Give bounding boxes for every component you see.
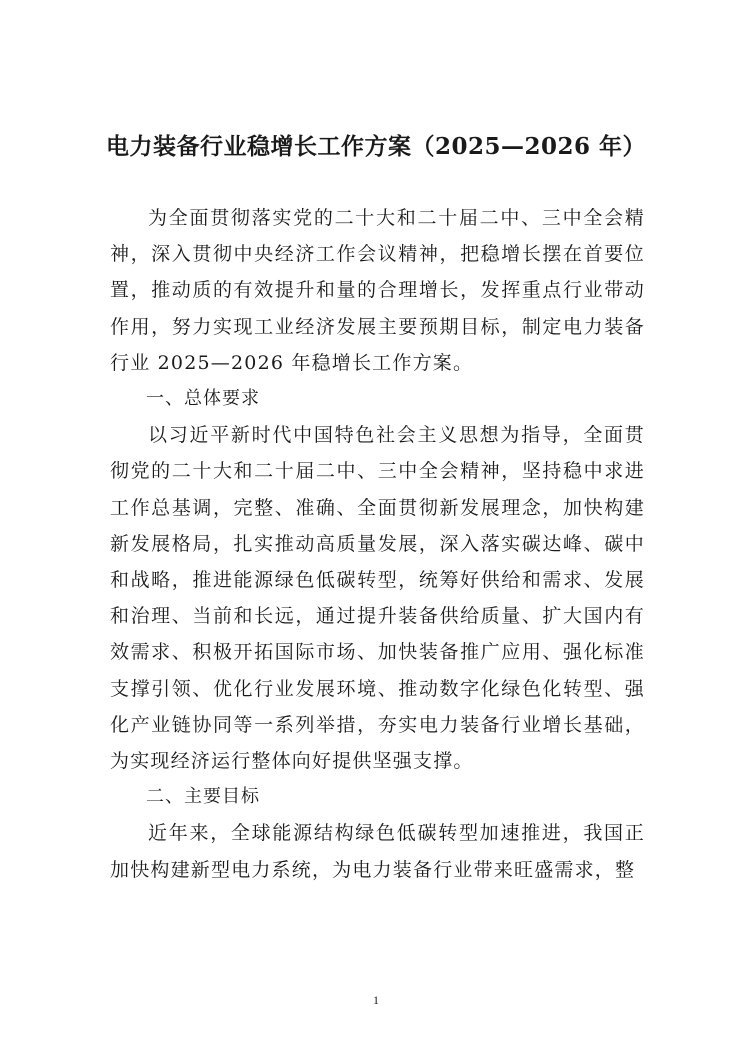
document-body xyxy=(110,200,645,888)
section-heading-overall-requirements: 一、总体要求 xyxy=(146,388,260,410)
intro-paragraph: 为全面贯彻落实党的二十大和二十届二中、三中全会精神，深入贯彻中央经济工作会议精神，把稳增长摆在首要位置，推动质的有效提升和量的合理增长，发挥重点行业带动作用，努力实现工业经济发展主要预期目标，制定电力装备行业 2025—2026 年稳增长工作方案。 xyxy=(110,207,645,374)
section-heading-main-goals: 二、主要目标 xyxy=(146,786,260,808)
section-paragraph-main-goals: 近年来，全球能源结构绿色低碳转型加速推进，我国正加快构建新型电力系统，为电力装备行业带来旺盛需求，整 xyxy=(110,822,645,881)
section-paragraph-overall-requirements: 以习近平新时代中国特色社会主义思想为指导，全面贯彻党的二十大和二十届二中、三中全会精神，坚持稳中求进工作总基调，完整、准确、全面贯彻新发展理念，加快构建新发展格局，扎实推动高质量发展，深入落实碳达峰、碳中和战略，推进能源绿色低碳转型，统筹好供给和需求、发展和治理、当前和长远，通过提升装备供给质量、扩大国内有效需求、积极开拓国际市场、加快装备推广应用、强化标准支撑引领、优化行业发展环境、推动数字化绿色化转型、强化产业链协同等一系列举措，夯实电力装备行业增长基础，为实现经济运行整体向好提供坚强支撑。 xyxy=(110,424,645,773)
document-title: 电力装备行业稳增长工作方案（2025—2026 年） xyxy=(105,133,647,160)
page-number: 1 xyxy=(373,993,379,1007)
